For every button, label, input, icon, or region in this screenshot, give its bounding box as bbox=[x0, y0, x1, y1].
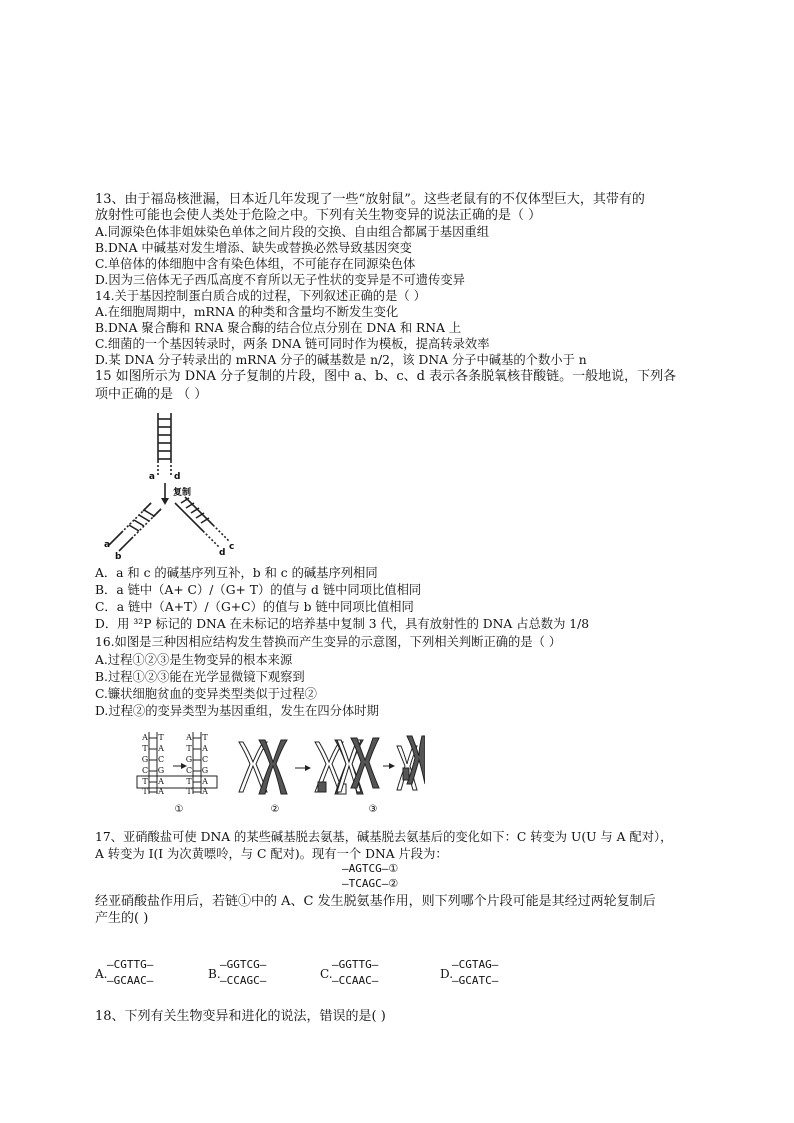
base-left-bases-1: T bbox=[142, 744, 148, 753]
q14-option-d: D.某 DNA 分子转录出的 mRNA 分子的碱基数是 n/2，该 DNA 分子中碱基的个数小于 n bbox=[95, 353, 587, 367]
q13-option-b: B.DNA 中碱基对发生增添、缺失或替换必然导致基因突变 bbox=[95, 241, 412, 255]
base-right-bases-2: C bbox=[201, 755, 209, 764]
q15-stem-line1: 15 如图所示为 DNA 分子复制的片段，图中 a、b、c、d 表示各条脱氧核苷酸链。一般地说，下列各 bbox=[95, 369, 677, 384]
base-mid-right-4: T bbox=[186, 777, 192, 786]
base-mid-right-2: G bbox=[185, 755, 193, 764]
base-left-bases-3: C bbox=[141, 766, 149, 775]
q16-option-c: C.镰状细胞贫血的变异类型类似于过程② bbox=[95, 687, 317, 701]
fig16-label-1: ① bbox=[174, 804, 184, 815]
base-right-bases-0: T bbox=[202, 733, 208, 742]
q16-option-a: A.过程①②③是生物变异的根本来源 bbox=[95, 653, 293, 667]
q14-option-c: C.细菌的一个基因转录时，两条 DNA 链可同时作为模板，提高转录效率 bbox=[95, 337, 490, 351]
label-top-a: a bbox=[148, 472, 155, 482]
variation-types-figure bbox=[135, 730, 425, 820]
label-replication: 复制 bbox=[173, 488, 192, 498]
base-mid-left-0: T bbox=[158, 733, 164, 742]
base-mid-right-3: C bbox=[185, 766, 193, 775]
q17-strand-1: —AGTCG—① bbox=[342, 862, 399, 875]
label-bl-a: a bbox=[104, 540, 111, 550]
q13-option-a: A.同源染色体非姐妹染色单体之间片段的交换、自由组合都属于基因重组 bbox=[95, 225, 489, 239]
q17-strand-2: —TCAGC—② bbox=[342, 877, 399, 890]
base-mid-left-1: A bbox=[158, 744, 164, 753]
q17-stem-line3: 经亚硝酸盐作用后，若链①中的 A、C 发生脱氨基作用，则下列哪个片段可能是其经过两轮复制后 bbox=[95, 894, 656, 909]
q17-stem-line2: A 转变为 I(I 为次黄嘌呤，与 C 配对)。现有一个 DNA 片段为： bbox=[95, 847, 448, 861]
base-right-bases-1: A bbox=[202, 744, 208, 753]
label-br-d: d bbox=[219, 548, 226, 558]
q18-stem: 18、下列有关生物变异和进化的说法，错误的是( ) bbox=[95, 1009, 386, 1024]
fig16-label-3: ③ bbox=[368, 804, 378, 815]
q13-stem-line1: 13、由于福岛核泄漏，日本近几年发现了一些“放射鼠”。这些老鼠有的不仅体型巨大，其带有的 bbox=[95, 192, 645, 207]
q15-stem-line2: 项中正确的是 （ ） bbox=[95, 387, 208, 402]
label-top-d: d bbox=[174, 472, 181, 482]
base-mid-right-1: T bbox=[186, 744, 192, 753]
q17-stem-line4: 产生的( ) bbox=[95, 911, 149, 926]
base-mid-left-5: A bbox=[158, 787, 164, 796]
base-left-bases-5: T bbox=[142, 787, 148, 796]
q13-stem-line2: 放射性可能也会使人类处于危险之中。下列有关生物变异的说法正确的是（ ） bbox=[95, 208, 542, 223]
q13-option-c: C.单倍体的体细胞中含有染色体组，不可能存在同源染色体 bbox=[95, 257, 416, 271]
base-left-bases-2: G bbox=[141, 755, 149, 764]
base-mid-left-2: C bbox=[157, 755, 165, 764]
dna-replication-figure bbox=[95, 405, 255, 565]
fig16-label-2: ② bbox=[270, 804, 280, 815]
q14-option-a: A.在细胞周期中，mRNA 的种类和含量均不断发生变化 bbox=[95, 305, 399, 319]
base-left-bases-0: A bbox=[142, 733, 148, 742]
q16-option-b: B.过程①②③能在光学显微镜下观察到 bbox=[95, 670, 305, 684]
q14-option-b: B.DNA 聚合酶和 RNA 聚合酶的结合位点分别在 DNA 和 RNA 上 bbox=[95, 321, 462, 335]
q13-option-d: D.因为三倍体无子西瓜高度不育所以无子性状的变异是不可遗传变异 bbox=[95, 273, 465, 287]
label-bl-b: b bbox=[115, 552, 122, 562]
base-right-bases-4: A bbox=[202, 777, 208, 786]
base-mid-left-3: G bbox=[157, 766, 165, 775]
base-right-bases-5: A bbox=[202, 787, 208, 796]
base-mid-right-5: T bbox=[186, 787, 192, 796]
q15-option-c: C．a 链中（A+T）/（G+C）的值与 b 链中同项比值相同 bbox=[95, 600, 414, 614]
q15-option-d: D．用 ³²P 标记的 DNA 在未标记的培养基中复制 3 代，具有放射性的 DNA 占总数为 1/8 bbox=[95, 617, 590, 631]
base-mid-right-0: A bbox=[186, 733, 192, 742]
q15-option-a: A．a 和 c 的碱基序列互补，b 和 c 的碱基序列相同 bbox=[95, 566, 378, 580]
q15-option-b: B．a 链中（A+ C）/（G+ T）的值与 d 链中同项比值相同 bbox=[95, 583, 422, 597]
base-mid-left-4: A bbox=[158, 777, 164, 786]
q14-stem: 14.关于基因控制蛋白质合成的过程，下列叙述正确的是（ ） bbox=[95, 289, 426, 303]
q16-option-d: D.过程②的变异类型为基因重组，发生在四分体时期 bbox=[95, 704, 379, 718]
label-br-c: c bbox=[229, 542, 235, 552]
base-left-bases-4: T bbox=[142, 777, 148, 786]
q16-stem: 16.如图是三种因相应结构发生替换而产生变异的示意图，下列相关判断正确的是（ ） bbox=[95, 635, 562, 649]
base-right-bases-3: G bbox=[201, 766, 209, 775]
q17-stem-line1: 17、亚硝酸盐可使 DNA 的某些碱基脱去氨基，碱基脱去氨基后的变化如下：C 转变为 U(U 与 A 配对）， bbox=[95, 830, 673, 844]
